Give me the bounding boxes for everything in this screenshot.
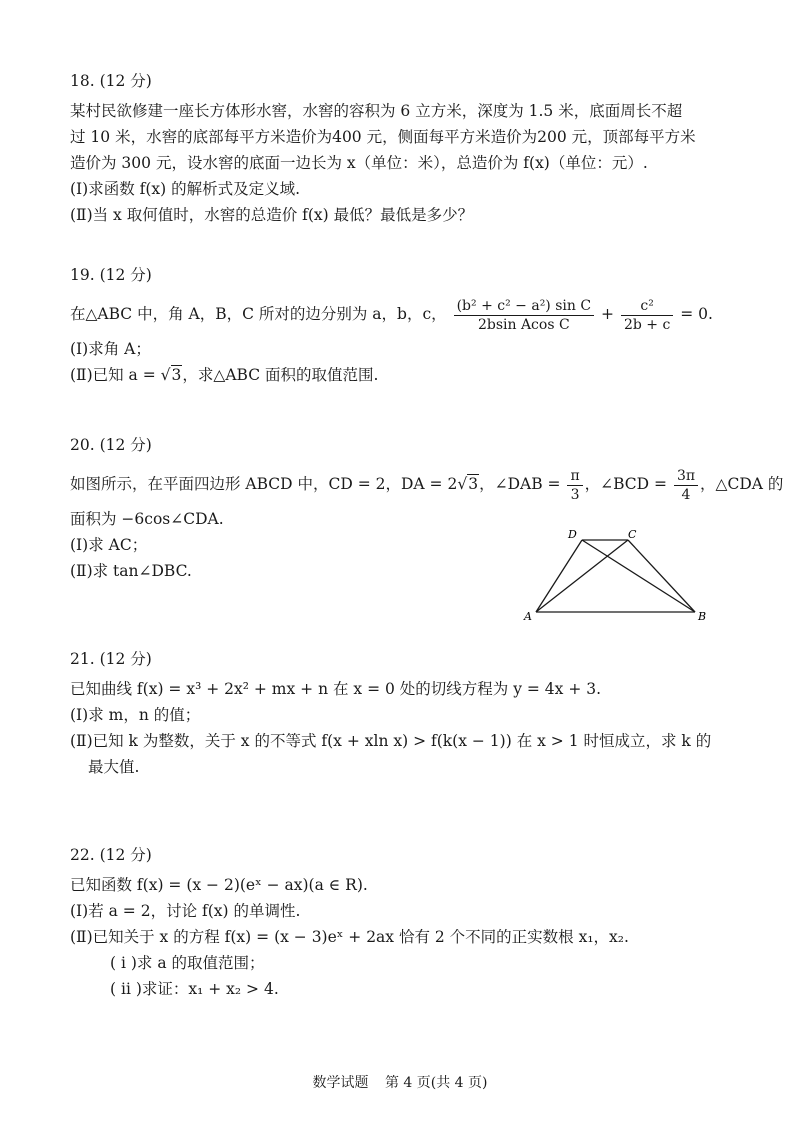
question-20-fraction-2-denominator: 4 [681,486,691,503]
question-19-fraction-1-numerator: (b² + c² − a²) sin C [454,297,594,316]
question-19-fraction-1-denominator: 2bsin Acos C [477,316,570,333]
question-18-text-line-3: 造价为 300 元，设水窖的底面一边长为 x（单位：米），总造价为 f(x)（单位：元）. [70,154,648,172]
question-20-line-1-part-b: ，∠DAB = [479,475,566,493]
question-21-part-2-continued: 最大值. [88,758,140,776]
question-19-heading: 19. (12 分) [70,266,152,284]
question-22-text-line-1: 已知函数 f(x) = (x − 2)(eˣ − ax)(a ∈ R). [70,876,368,894]
question-22-subpart-1: ( ⅰ )求 a 的取值范围； [110,954,265,972]
sqrt-symbol: √ [457,475,468,493]
footer-page-number: 第 4 页(共 4 页) [384,1075,488,1091]
question-22-heading: 22. (12 分) [70,846,152,864]
question-20-heading: 20. (12 分) [70,436,152,454]
question-20-fraction-2-numerator: 3π [674,467,698,486]
question-21-heading: 21. (12 分) [70,650,152,668]
question-20-line-1-part-a: 如图所示，在平面四边形 ABCD 中，CD = 2，DA = 2 [70,475,458,493]
question-18-part-2: (Ⅱ)当 x 取何值时，水窖的总造价 f(x) 最低？最低是多少？ [70,206,474,224]
question-18 [70,68,730,228]
vertex-label-c: C [628,528,637,541]
question-20-text-line-1 [70,462,784,506]
question-18-part-1: (Ⅰ)求函数 f(x) 的解析式及定义域. [70,180,301,198]
question-18-heading: 18. (12 分) [70,72,152,90]
question-21-part-2: (Ⅱ)已知 k 为整数，关于 x 的不等式 f(x + xln x) > f(k(x − 1)) 在 x > 1 时恒成立，求 k 的 [70,732,712,750]
question-19-equation-line [70,292,730,336]
vertex-label-b: B [698,610,707,623]
question-19-intro: 在△ABC 中，角 A，B，C 所对的边分别为 a，b，c， [70,305,447,323]
question-19-part-1: (Ⅰ)求角 A； [70,340,151,358]
question-21 [70,646,730,780]
question-19-fraction-2 [621,297,673,334]
vertex-label-a: A [524,610,532,623]
vertex-label-d: D [568,528,577,541]
question-21-part-1: (Ⅰ)求 m，n 的值； [70,706,201,724]
question-20-fraction-3pi-4 [674,467,698,504]
quadrilateral-figure [520,528,720,624]
question-20-text-line-2: 面积为 −6cos∠CDA. [70,510,224,528]
question-19-part-2 [70,362,730,388]
question-20-fraction-1-numerator: π [567,467,582,486]
question-20-line-1-part-d: ，△CDA 的 [700,475,784,493]
question-20-line-1-part-c: ，∠BCD = [584,475,672,493]
question-19-plus-sign: + [601,305,614,323]
question-19-fraction-1 [454,297,594,334]
question-19-equation-tail: = 0. [680,305,713,323]
question-19-sqrt-value: 3 [171,366,182,384]
edge-ad [536,540,582,612]
question-19 [70,262,730,388]
question-20-part-2: (Ⅱ)求 tan∠DBC. [70,562,192,580]
question-21-text-line-1: 已知曲线 f(x) = x³ + 2x² + mx + n 在 x = 0 处的切线方程为 y = 4x + 3. [70,680,602,698]
page-footer [0,1072,800,1092]
question-22-subpart-2: ( ⅱ )求证：x₁ + x₂ > 4. [110,980,279,998]
question-22-part-1: (Ⅰ)若 a = 2，讨论 f(x) 的单调性. [70,902,301,920]
footer-subject: 数学试题 [312,1075,369,1091]
question-20-fraction-pi-3 [567,467,582,504]
question-19-fraction-2-numerator: c² [621,297,673,316]
question-20-sqrt-value: 3 [468,475,479,493]
question-18-text-line-1: 某村民欲修建一座长方体形水窖，水窖的容积为 6 立方米，深度为 1.5 米，底面周长不超 [70,102,683,120]
question-19-part-2-suffix: ，求△ABC 面积的取值范围. [182,366,379,384]
question-19-fraction-2-denominator: 2b + c [623,316,671,333]
diagonal-ac [536,540,628,612]
question-22 [70,842,730,1002]
question-22-part-2: (Ⅱ)已知关于 x 的方程 f(x) = (x − 3)eˣ + 2ax 恰有 2 个不同的正实数根 x₁，x₂. [70,928,629,946]
question-19-part-2-prefix: (Ⅱ)已知 a = [70,366,161,384]
sqrt-symbol: √ [160,366,171,384]
question-20-fraction-1-denominator: 3 [570,486,580,503]
question-18-text-line-2: 过 10 米，水窖的底部每平方米造价为400 元，侧面每平方米造价为200 元，顶部每平方米 [70,128,696,146]
question-20-part-1: (Ⅰ)求 AC； [70,536,148,554]
